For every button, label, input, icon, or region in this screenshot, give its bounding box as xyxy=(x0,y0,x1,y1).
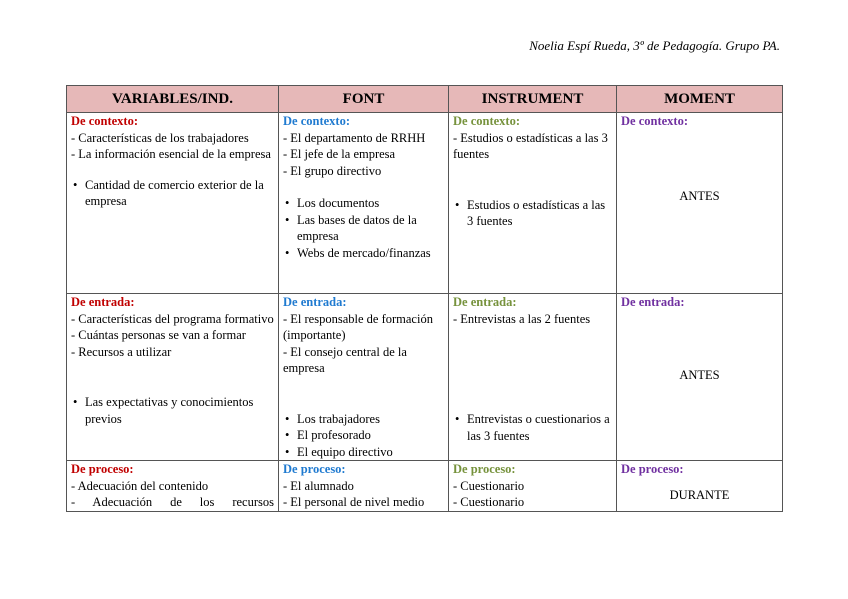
cell-line: - El grupo directivo xyxy=(283,163,382,178)
bullet-item: • Entrevistas o cuestionarios a las 3 fuentes xyxy=(453,411,612,444)
cell-line: - El jefe de la empresa xyxy=(283,147,396,161)
cell-contexto-font xyxy=(279,113,449,294)
cell-line: - Características de los trabajadores xyxy=(71,130,249,145)
cell-line: - El consejo central de la empresa xyxy=(283,344,407,375)
bullet-list xyxy=(283,195,444,261)
table-row-entrada xyxy=(67,294,783,461)
cell-line: - Adecuación del contenido xyxy=(71,478,209,493)
cell-entrada-moment xyxy=(617,294,783,461)
moment-value: ANTES xyxy=(679,367,720,382)
bullet-item: • El equipo directivo xyxy=(283,444,444,461)
cell-line: - Cuestionario xyxy=(453,478,525,493)
bullet-list xyxy=(71,394,274,427)
cell-line: - Estudios o estadísticas a las 3 fuentes xyxy=(453,130,608,161)
section-title: De entrada: xyxy=(71,295,135,309)
bullet-list xyxy=(71,177,274,210)
bullet-item: • Webs de mercado/finanzas xyxy=(283,245,444,262)
table-row-contexto xyxy=(67,113,783,294)
bullet-item: • Las expectativas y conocimientos previos xyxy=(71,394,274,427)
section-title: De contexto: xyxy=(453,114,520,128)
section-title: De proceso: xyxy=(453,462,516,476)
cell-entrada-instrument xyxy=(449,294,617,461)
cell-line: - El responsable de formación (importante) xyxy=(283,311,433,342)
bullet-item: • Los documentos xyxy=(283,195,444,212)
author-note: Noelia Espí Rueda, 3º de Pedagogía. Grupo PA. xyxy=(529,38,780,53)
moment-value: ANTES xyxy=(679,188,720,203)
cell-line: - El alumnado xyxy=(283,478,354,493)
cell-contexto-variables xyxy=(67,113,279,294)
section-title: De proceso: xyxy=(71,462,134,476)
evaluation-table xyxy=(66,85,783,512)
cell-proceso-font xyxy=(279,461,449,512)
table-header-row xyxy=(67,86,783,113)
section-title: De proceso: xyxy=(283,462,346,476)
cell-line: - Adecuación de los recursos xyxy=(71,495,274,509)
cell-line: - El personal de nivel medio xyxy=(283,495,425,509)
cell-contexto-instrument xyxy=(449,113,617,294)
bullet-list xyxy=(453,411,612,444)
cell-entrada-font xyxy=(279,294,449,461)
header-instrument: INSTRUMENT xyxy=(449,86,617,113)
bullet-list xyxy=(283,411,444,461)
cell-contexto-moment xyxy=(617,113,783,294)
cell-proceso-instrument xyxy=(449,461,617,512)
section-title: De entrada: xyxy=(283,295,347,309)
cell-line: - Recursos a utilizar xyxy=(71,344,172,359)
section-title: De contexto: xyxy=(71,114,138,128)
cell-line: - Cuestionario xyxy=(453,495,525,509)
cell-line: - Características del programa formativo xyxy=(71,311,274,326)
header-moment: MOMENT xyxy=(617,86,783,113)
cell-line: - El departamento de RRHH xyxy=(283,130,426,145)
moment-value: DURANTE xyxy=(669,487,730,502)
section-title: De contexto: xyxy=(621,114,688,128)
bullet-list xyxy=(453,197,612,230)
bullet-item: • Los trabajadores xyxy=(283,411,444,428)
table-row-proceso xyxy=(67,461,783,512)
header-variables: VARIABLES/IND. xyxy=(67,86,279,113)
bullet-item: • El profesorado xyxy=(283,427,444,444)
cell-proceso-moment xyxy=(617,461,783,512)
cell-line: - Cuántas personas se van a formar xyxy=(71,328,246,342)
bullet-item: • Estudios o estadísticas a las 3 fuentes xyxy=(453,197,612,230)
cell-entrada-variables xyxy=(67,294,279,461)
section-title: De contexto: xyxy=(283,114,350,128)
section-title: De proceso: xyxy=(621,462,684,476)
cell-proceso-variables xyxy=(67,461,279,512)
cell-line: - La información esencial de la empresa xyxy=(71,147,271,161)
section-title: De entrada: xyxy=(453,295,517,309)
bullet-item: • Cantidad de comercio exterior de la empresa xyxy=(71,177,274,210)
bullet-item: • Las bases de datos de la empresa xyxy=(283,212,444,245)
section-title: De entrada: xyxy=(621,295,685,309)
header-font: FONT xyxy=(279,86,449,113)
cell-line: - Entrevistas a las 2 fuentes xyxy=(453,311,591,326)
